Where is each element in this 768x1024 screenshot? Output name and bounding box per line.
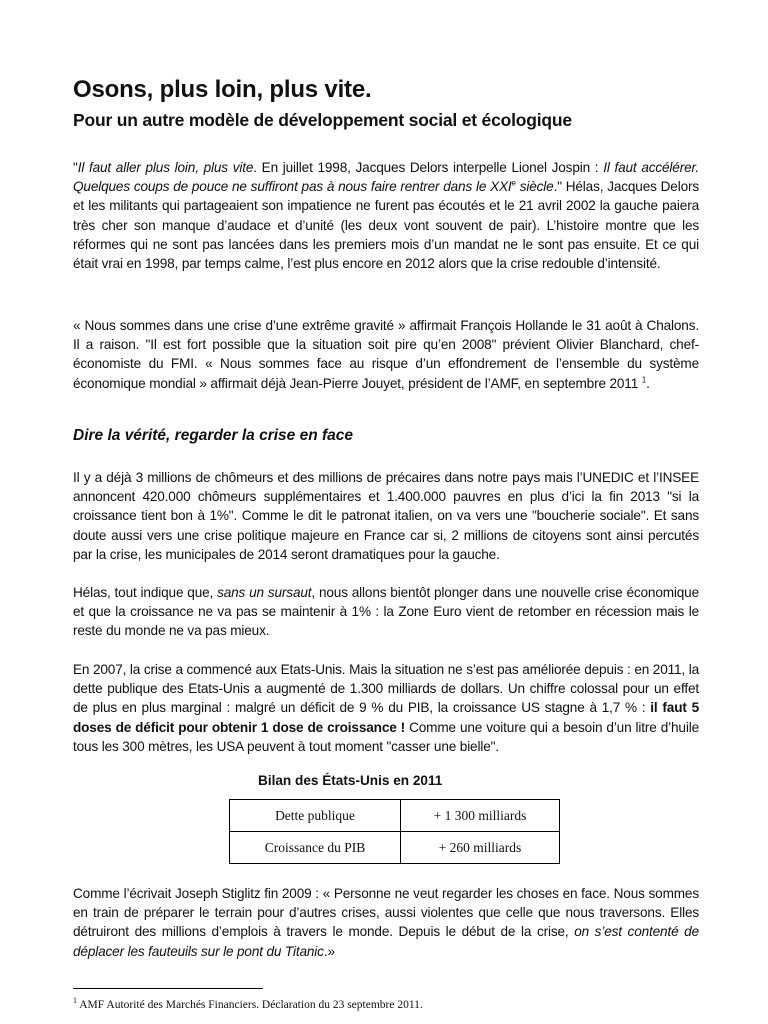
bold-statement: il faut 5 doses de déficit pour obtenir 1 dose de croissance ! (73, 700, 699, 735)
table-caption: Bilan des États-Unis en 2011 (258, 773, 443, 788)
table-cell-value: + 260 milliards (401, 832, 560, 864)
table-cell-label: Dette publique (230, 800, 401, 832)
table-cell-label: Croissance du PIB (230, 832, 401, 864)
paragraph-intro: "Il faut aller plus loin, plus vite. En juillet 1998, Jacques Delors interpelle Lionel Jospin : Il faut accélérer. Quelques coups de pouce ne suffiront pas à nous faire rentrer dans le XXIe siècle." Hélas, Jacques Delors et les militants qui partageaient son impatience ne furent pas écoutés et le 21 avril 2002 la gauche paiera très cher son manque d’audace et d’unité (les deux vont souvent de pair). L’histoire montre que les réformes qui ne sont pas lancées dans les premiers mois d’un mandat ne le sont pas ensuite. Et ce qui était vrai en 1998, par temps calme, l’est plus encore en 2012 alors que la crise redouble d’intensité. (73, 160, 700, 272)
footnote-divider (73, 988, 263, 989)
table-cell-value: + 1 300 milliards (401, 800, 560, 832)
superscript-e: e (511, 178, 516, 188)
paragraph-recession: Hélas, tout indique que, sans un sursaut, nous allons bientôt plonger dans une nouvelle crise économique et que la croissance ne va pas se maintenir à 1% : la Zone Euro vient de retomber en récession mais le reste du monde ne va pas mieux. (73, 585, 700, 639)
footnote: $^1$ AMF Autorité des Marchés Financiers. Déclaration du 23 septembre 2011. (73, 996, 423, 1011)
footnote-reference[interactable]: 1 (641, 375, 647, 385)
paragraph-stiglitz: Comme l’écrivait Joseph Stiglitz fin 2009 : « Personne ne veut regarder les choses en face. Nous sommes en train de préparer le terrain pour d’autres crises, aussi violentes que celle que nous traversons. Elles détruiront des millions d’emplois à travers le monde. Depuis le début de la crise, on s’est contenté de déplacer les fauteuils sur le pont du Titanic.» (73, 886, 699, 959)
section-heading: Dire la vérité, regarder la crise en face (73, 427, 354, 444)
quote-italic: Il faut aller plus loin, plus vite (77, 160, 254, 175)
paragraph-unemployment: Il y a déjà 3 millions de chômeurs et des millions de précaires dans notre pays mais l’UNEDIC et l’INSEE annoncent 420.000 chômeurs supplémentaires et 1.400.000 pauvres en plus d’ici la fin 2013 "si la croissance tient bon à 1%". Comme le dit le patronat italien, on va vers une "boucherie sociale". Et sans doute aussi vers une crise politique majeure en France car si, 2 millions de citoyens sont ainsi percutés par la crise, les municipales de 2014 seront dramatiques pour la gauche. (73, 470, 699, 562)
page-subtitle: Pour un autre modèle de développement social et écologique (73, 110, 572, 130)
paragraph-crisis-quotes: « Nous sommes dans une crise d’une extrême gravité » affirmait François Hollande le 31 août à Chalons. Il a raison. "Il est fort possible que la situation soit pire qu’en 2008" prévient Olivier Blanchard, chef-économiste du FMI. « Nous sommes face au risque d’un effondrement de l’ensemble du système économique mondial » affirmait déjà Jean-Pierre Jouyet, président de l’AMF, en septembre 2011 $^1$. (73, 318, 699, 391)
table-row (230, 832, 560, 864)
page-title: Osons, plus loin, plus vite. (73, 76, 372, 103)
table-row (230, 800, 560, 832)
footnote-number: 1 (73, 996, 77, 1005)
paragraph-us-crisis: En 2007, la crise a commencé aux Etats-Unis. Mais la situation ne s’est pas améliorée depuis : en 2011, la dette publique des Etats-Unis a augmenté de 1.300 milliards de dollars. Un chiffre colossal pour un effet de plus en plus marginal : malgré un déficit de 9 % du PIB, la croissance US stagne à 1,7 % : il faut 5 doses de déficit pour obtenir 1 dose de croissance ! Comme une voiture qui a besoin d’un litre d’huile tous les 300 mètres, les USA peuvent à tout moment "casser une bielle". (73, 662, 699, 754)
us-balance-table (229, 799, 560, 864)
